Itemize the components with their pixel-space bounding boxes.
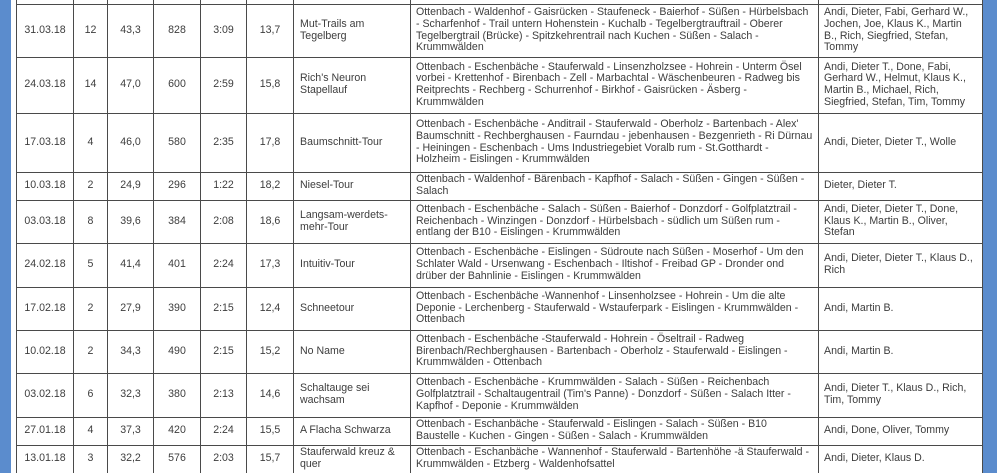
cell-duration[interactable]: 2:35 [201, 113, 247, 172]
tour-row [17, 287, 983, 330]
cell-avg-speed[interactable]: 18,6 [247, 200, 294, 243]
cell-elevation-m[interactable]: 390 [154, 287, 201, 330]
cell-rider-count[interactable]: 2 [74, 287, 108, 330]
cell-tour-name[interactable]: Niesel-Tour [294, 172, 411, 200]
cell-tour-name[interactable]: Rich's Neuron Stapellauf [294, 57, 411, 113]
tour-row [17, 445, 983, 473]
cell-distance-km[interactable]: 41,4 [108, 243, 154, 287]
cell-rider-count[interactable]: 2 [74, 172, 108, 200]
cell-avg-speed[interactable]: 13,7 [247, 4, 294, 57]
cell-elevation-m[interactable]: 380 [154, 373, 201, 417]
cell-rider-count[interactable]: 12 [74, 4, 108, 57]
cell-tour-name[interactable]: No Name [294, 330, 411, 373]
cell-date[interactable]: 31.03.18 [17, 4, 74, 57]
cell-route[interactable]: Ottenbach - Eschanbäche - Wannenhof - Stauferwald - Bartenhöhe -ä Stauferwald - Krummwälden - Etzberg - Waldenhofsattel [411, 445, 819, 473]
cell-avg-speed[interactable]: 18,2 [247, 172, 294, 200]
tour-row [17, 330, 983, 373]
cell-elevation-m[interactable]: 384 [154, 200, 201, 243]
cell-avg-speed[interactable]: 15,7 [247, 445, 294, 473]
cell-tour-name[interactable]: Stauferwald kreuz & quer [294, 445, 411, 473]
cell-avg-speed[interactable]: 15,5 [247, 417, 294, 445]
cell-route[interactable]: Ottenbach - Eschenbäche - Salach - Süßen - Baierhof - Donzdorf - Golfplatztrail - Reichenbach - Winzingen - Donzdorf - Hürbelsbach - südlich um Süßen rum - entlang der B10 - Eislingen - Krummwälden [411, 200, 819, 243]
tour-row [17, 417, 983, 445]
cell-date[interactable]: 03.02.18 [17, 373, 74, 417]
cell-elevation-m[interactable]: 420 [154, 417, 201, 445]
cell-date[interactable]: 24.02.18 [17, 243, 74, 287]
cell-date[interactable]: 10.03.18 [17, 172, 74, 200]
cell-avg-speed[interactable]: 12,4 [247, 287, 294, 330]
cell-route[interactable]: Ottenbach - Waldenhof - Bärenbach - Kapfhof - Salach - Süßen - Gingen - Süßen - Salach [411, 172, 819, 200]
cell-date[interactable]: 03.03.18 [17, 200, 74, 243]
cell-rider-count[interactable]: 4 [74, 417, 108, 445]
cell-rider-count[interactable]: 5 [74, 243, 108, 287]
cell-participants[interactable]: Andi, Dieter, Dieter T., Klaus D., Rich [819, 243, 983, 287]
cell-duration[interactable]: 2:08 [201, 200, 247, 243]
cell-avg-speed[interactable]: 15,2 [247, 330, 294, 373]
tour-row [17, 200, 983, 243]
cell-route[interactable]: Ottenbach - Eschenbäche - Krummwälden - Salach - Süßen - Reichenbach Golfplatztrail - Schaltaugentrail (Tim's Panne) - Donzdorf - Süßen - Salach Itter - Kapfhof - Deponie - Krummwälden [411, 373, 819, 417]
cell-rider-count[interactable]: 6 [74, 373, 108, 417]
cell-rider-count[interactable]: 8 [74, 200, 108, 243]
cell-duration[interactable]: 1:22 [201, 172, 247, 200]
cell-rider-count[interactable]: 2 [74, 330, 108, 373]
cell-participants[interactable]: Andi, Dieter T., Done, Fabi, Gerhard W., Helmut, Klaus K., Martin B., Michael, Rich, Siegfried, Stefan, Tim, Tommy [819, 57, 983, 113]
tour-row [17, 113, 983, 172]
left-window-edge [0, 0, 11, 473]
cell-route[interactable]: Ottenbach - Eschenbäche -Stauferwald - Hohrein - Öseltrail - Radweg Birenbach/Rechberghausen - Bartenbach - Oberholz - Stauferwald - Eislingen - Krummwälden - Ottenbach [411, 330, 819, 373]
cell-duration[interactable]: 2:15 [201, 330, 247, 373]
cell-distance-km[interactable]: 39,6 [108, 200, 154, 243]
cell-elevation-m[interactable]: 828 [154, 4, 201, 57]
cell-duration[interactable]: 2:59 [201, 57, 247, 113]
cell-tour-name[interactable]: Baumschnitt-Tour [294, 113, 411, 172]
cell-date[interactable]: 17.02.18 [17, 287, 74, 330]
cell-tour-name[interactable]: Schneetour [294, 287, 411, 330]
cell-date[interactable]: 13.01.18 [17, 445, 74, 473]
cell-distance-km[interactable]: 46,0 [108, 113, 154, 172]
cell-elevation-m[interactable]: 600 [154, 57, 201, 113]
cell-elevation-m[interactable]: 490 [154, 330, 201, 373]
cell-participants[interactable]: Andi, Martin B. [819, 330, 983, 373]
cell-tour-name[interactable]: Langsam-werdets-mehr-Tour [294, 200, 411, 243]
cell-avg-speed[interactable]: 14,6 [247, 373, 294, 417]
cell-participants[interactable]: Andi, Done, Oliver, Tommy [819, 417, 983, 445]
cell-route[interactable]: Ottenbach - Eschanbäche - Stauferwald - Eislingen - Salach - Süßen - B10 Baustelle - Kuchen - Gingen - Süßen - Salach - Krummwälden [411, 417, 819, 445]
tour-row [17, 57, 983, 113]
cell-distance-km[interactable]: 47,0 [108, 57, 154, 113]
cell-distance-km[interactable]: 27,9 [108, 287, 154, 330]
cell-distance-km[interactable]: 43,3 [108, 4, 154, 57]
cell-elevation-m[interactable]: 296 [154, 172, 201, 200]
tour-row [17, 373, 983, 417]
cell-participants[interactable]: Andi, Dieter T., Klaus D., Rich, Tim, Tommy [819, 373, 983, 417]
cell-participants[interactable]: Andi, Dieter, Dieter T., Wolle [819, 113, 983, 172]
cell-distance-km[interactable]: 32,2 [108, 445, 154, 473]
cell-route[interactable]: Ottenbach - Eschenbäche - Anditrail - Stauferwald - Oberholz - Bartenbach - Alex' Baumschnitt - Rechberghausen - Faurndau - jebenhausen - Bezgenrieth - Ri Dürnau - Heiningen - Eschenbach - Ums Industriegebiet Voralb rum - St.Gotthardt - Holzheim - Eislingen - Krummwälden [411, 113, 819, 172]
cell-participants[interactable]: Andi, Martin B. [819, 287, 983, 330]
cell-participants[interactable]: Andi, Dieter, Klaus D. [819, 445, 983, 473]
cell-distance-km[interactable]: 32,3 [108, 373, 154, 417]
cell-duration[interactable]: 3:09 [201, 4, 247, 57]
cell-elevation-m[interactable]: 401 [154, 243, 201, 287]
cell-distance-km[interactable]: 34,3 [108, 330, 154, 373]
cell-elevation-m[interactable]: 580 [154, 113, 201, 172]
cell-elevation-m[interactable]: 576 [154, 445, 201, 473]
cell-duration[interactable]: 2:15 [201, 287, 247, 330]
cell-date[interactable]: 17.03.18 [17, 113, 74, 172]
right-window-edge [982, 0, 997, 473]
cell-date[interactable]: 10.02.18 [17, 330, 74, 373]
cell-participants[interactable]: Andi, Dieter, Dieter T., Done, Klaus K., Martin B., Oliver, Stefan [819, 200, 983, 243]
tour-log-table [16, 0, 983, 473]
cell-tour-name[interactable]: Mut-Trails am Tegelberg [294, 4, 411, 57]
cell-duration[interactable]: 2:13 [201, 373, 247, 417]
cell-avg-speed[interactable]: 17,8 [247, 113, 294, 172]
cell-avg-speed[interactable]: 17,3 [247, 243, 294, 287]
cell-rider-count[interactable]: 4 [74, 113, 108, 172]
tour-row [17, 243, 983, 287]
cell-route[interactable]: Ottenbach - Waldenhof - Gaisrücken - Staufeneck - Baierhof - Süßen - Hürbelsbach - Scharfenhof - Trail untern Hohenstein - Kuchalb - Tegelbergtrauftrail - Oberer Tegelbergtrail (Brücke) - Spitzkehrentrail nach Kuchen - Süßen - Salach - Krummwälden [411, 4, 819, 57]
cell-distance-km[interactable]: 24,9 [108, 172, 154, 200]
cell-route[interactable]: Ottenbach - Eschenbäche - Stauferwald - Linsenzholzsee - Hohrein - Unterm Ösel vorbei - Krettenhof - Birenbach - Zell - Marbachtal - Wäschenbeuren - Radweg bis Reitprechts - Rechberg - Schurrenhof - Birkhof - Gaisrücken - Äsberg - Krummwälden [411, 57, 819, 113]
cell-distance-km[interactable]: 37,3 [108, 417, 154, 445]
cell-date[interactable]: 27.01.18 [17, 417, 74, 445]
cell-duration[interactable]: 2:24 [201, 417, 247, 445]
cell-tour-name[interactable]: Intuitiv-Tour [294, 243, 411, 287]
tour-row [17, 172, 983, 200]
cell-participants[interactable]: Andi, Dieter, Fabi, Gerhard W., Jochen, Joe, Klaus K., Martin B., Rich, Siegfried, Stefan, Tommy [819, 4, 983, 57]
cell-participants[interactable]: Dieter, Dieter T. [819, 172, 983, 200]
cell-route[interactable]: Ottenbach - Eschenbäche -Wannenhof - Linsenholzsee - Hohrein - Um die alte Deponie - Lerchenberg - Stauferwald - Wstauferpark - Eislingen - Krummwälden - Ottenbach [411, 287, 819, 330]
cell-rider-count[interactable]: 3 [74, 445, 108, 473]
cell-tour-name[interactable]: A Flacha Schwarza [294, 417, 411, 445]
cell-duration[interactable]: 2:03 [201, 445, 247, 473]
cell-duration[interactable]: 2:24 [201, 243, 247, 287]
cell-tour-name[interactable]: Schaltauge sei wachsam [294, 373, 411, 417]
cell-date[interactable]: 24.03.18 [17, 57, 74, 113]
cell-route[interactable]: Ottenbach - Eschenbäche - Eislingen - Südroute nach Süßen - Moserhof - Um den Schlater Wald - Ursenwang - Eschenbach - Iltishof - Freibad GP - Dronder ond drüber der Bahnlinie - Eislingen - Krummwälden [411, 243, 819, 287]
tour-row [17, 4, 983, 57]
cell-rider-count[interactable]: 14 [74, 57, 108, 113]
cell-avg-speed[interactable]: 15,8 [247, 57, 294, 113]
